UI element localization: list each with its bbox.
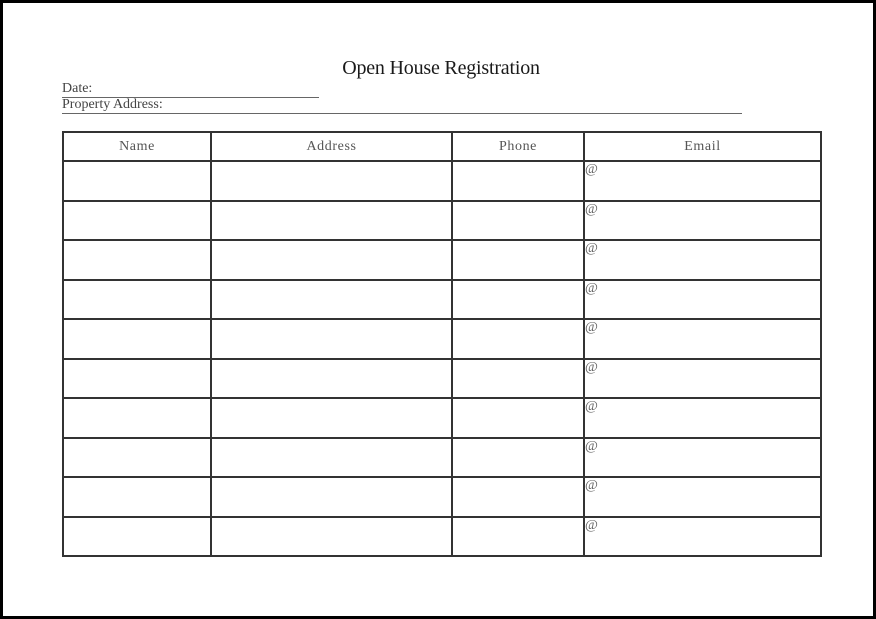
column-header-phone: Phone — [452, 132, 584, 161]
table-row — [63, 438, 821, 478]
name-cell[interactable] — [63, 438, 211, 478]
name-cell[interactable] — [63, 201, 211, 241]
phone-cell[interactable] — [452, 477, 584, 517]
address-cell[interactable] — [211, 240, 452, 280]
column-header-name: Name — [63, 132, 211, 161]
address-cell[interactable] — [211, 359, 452, 399]
address-cell[interactable] — [211, 280, 452, 320]
email-cell[interactable]: @ — [584, 517, 821, 557]
address-cell[interactable] — [211, 319, 452, 359]
email-cell[interactable]: @ — [584, 240, 821, 280]
table-row — [63, 240, 821, 280]
name-cell[interactable] — [63, 240, 211, 280]
phone-cell[interactable] — [452, 438, 584, 478]
table-row — [63, 359, 821, 399]
phone-cell[interactable] — [452, 319, 584, 359]
phone-cell[interactable] — [452, 359, 584, 399]
name-cell[interactable] — [63, 319, 211, 359]
email-cell[interactable]: @ — [584, 161, 821, 201]
phone-cell[interactable] — [452, 240, 584, 280]
email-cell[interactable]: @ — [584, 398, 821, 438]
email-cell[interactable]: @ — [584, 280, 821, 320]
phone-cell[interactable] — [452, 161, 584, 201]
table-row — [63, 161, 821, 201]
phone-cell[interactable] — [452, 280, 584, 320]
name-cell[interactable] — [63, 398, 211, 438]
email-cell[interactable]: @ — [584, 438, 821, 478]
column-header-email: Email — [584, 132, 821, 161]
address-cell[interactable] — [211, 477, 452, 517]
name-cell[interactable] — [63, 161, 211, 201]
table-row — [63, 517, 821, 557]
name-cell[interactable] — [63, 359, 211, 399]
email-cell[interactable]: @ — [584, 201, 821, 241]
address-cell[interactable] — [211, 161, 452, 201]
phone-cell[interactable] — [452, 398, 584, 438]
email-cell[interactable]: @ — [584, 359, 821, 399]
table-row — [63, 280, 821, 320]
address-cell[interactable] — [211, 398, 452, 438]
column-header-address: Address — [211, 132, 452, 161]
table-row — [63, 398, 821, 438]
address-cell[interactable] — [211, 517, 452, 557]
table-row — [63, 319, 821, 359]
property-address-label: Property Address: — [62, 97, 163, 112]
property-address-field[interactable] — [62, 96, 742, 114]
email-cell[interactable]: @ — [584, 319, 821, 359]
name-cell[interactable] — [63, 280, 211, 320]
phone-cell[interactable] — [452, 517, 584, 557]
registration-table — [62, 131, 822, 557]
address-cell[interactable] — [211, 438, 452, 478]
table-row — [63, 201, 821, 241]
page-title: Open House Registration — [342, 57, 540, 79]
table-row — [63, 477, 821, 517]
name-cell[interactable] — [63, 517, 211, 557]
date-label: Date: — [62, 81, 93, 96]
name-cell[interactable] — [63, 477, 211, 517]
phone-cell[interactable] — [452, 201, 584, 241]
address-cell[interactable] — [211, 201, 452, 241]
email-cell[interactable]: @ — [584, 477, 821, 517]
table-header-row — [63, 132, 821, 161]
